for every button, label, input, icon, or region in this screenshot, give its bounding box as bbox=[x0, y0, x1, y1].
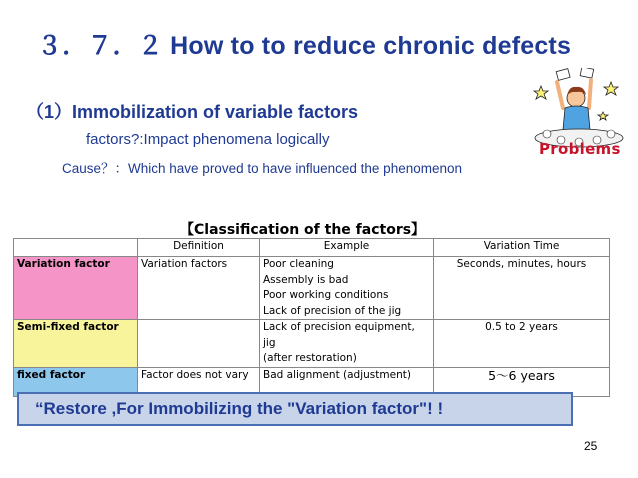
table-header-row bbox=[14, 239, 610, 257]
row-definition: Variation factors bbox=[138, 257, 260, 320]
example-item: Lack of precision of the jig bbox=[263, 304, 402, 317]
row-variation-time: Seconds, minutes, hours bbox=[434, 257, 610, 320]
table-row bbox=[14, 320, 610, 368]
example-item: Poor working conditions bbox=[263, 289, 389, 301]
section-heading: （1）Immobilization of variable factors bbox=[26, 102, 359, 122]
factors-definition: factors?:Impact phenomena logically bbox=[86, 131, 330, 148]
factor-classification-table bbox=[13, 238, 610, 397]
row-label-semi-fixed: Semi-fixed factor bbox=[14, 320, 138, 368]
example-item: Poor cleaning bbox=[263, 258, 334, 270]
slide-title: ３．７．２ How to to reduce chronic defects bbox=[37, 32, 572, 60]
cause-definition: Cause？：Which have proved to have influenced the phenomenon bbox=[62, 161, 463, 176]
header-example: Example bbox=[260, 239, 434, 257]
example-item: (after restoration) bbox=[263, 352, 357, 364]
problems-label: Problems bbox=[539, 140, 621, 158]
row-variation-time: 0.5 to 2 years bbox=[434, 320, 610, 368]
example-item: Assembly is bad bbox=[263, 273, 349, 286]
row-examples bbox=[260, 257, 434, 320]
header-variation-time: Variation Time bbox=[434, 239, 610, 257]
example-item: Lack of precision equipment, jig bbox=[263, 321, 415, 349]
page-number: 25 bbox=[584, 439, 598, 453]
row-examples bbox=[260, 320, 434, 368]
table-caption: 【Classification of the factors】 bbox=[180, 222, 426, 238]
conclusion-banner: “Restore ,For Immobilizing the "Variation factor"! ! bbox=[17, 392, 573, 426]
table-row bbox=[14, 257, 610, 320]
row-definition: Factor does not vary bbox=[138, 367, 260, 396]
example-item: Bad alignment (adjustment) bbox=[263, 368, 411, 381]
row-definition bbox=[138, 320, 260, 368]
row-label-variation: Variation factor bbox=[14, 257, 138, 320]
header-definition: Definition bbox=[138, 239, 260, 257]
row-variation-time: 5〜6 years bbox=[434, 367, 610, 396]
row-label-fixed: fixed factor bbox=[14, 367, 138, 396]
header-label bbox=[14, 239, 138, 257]
